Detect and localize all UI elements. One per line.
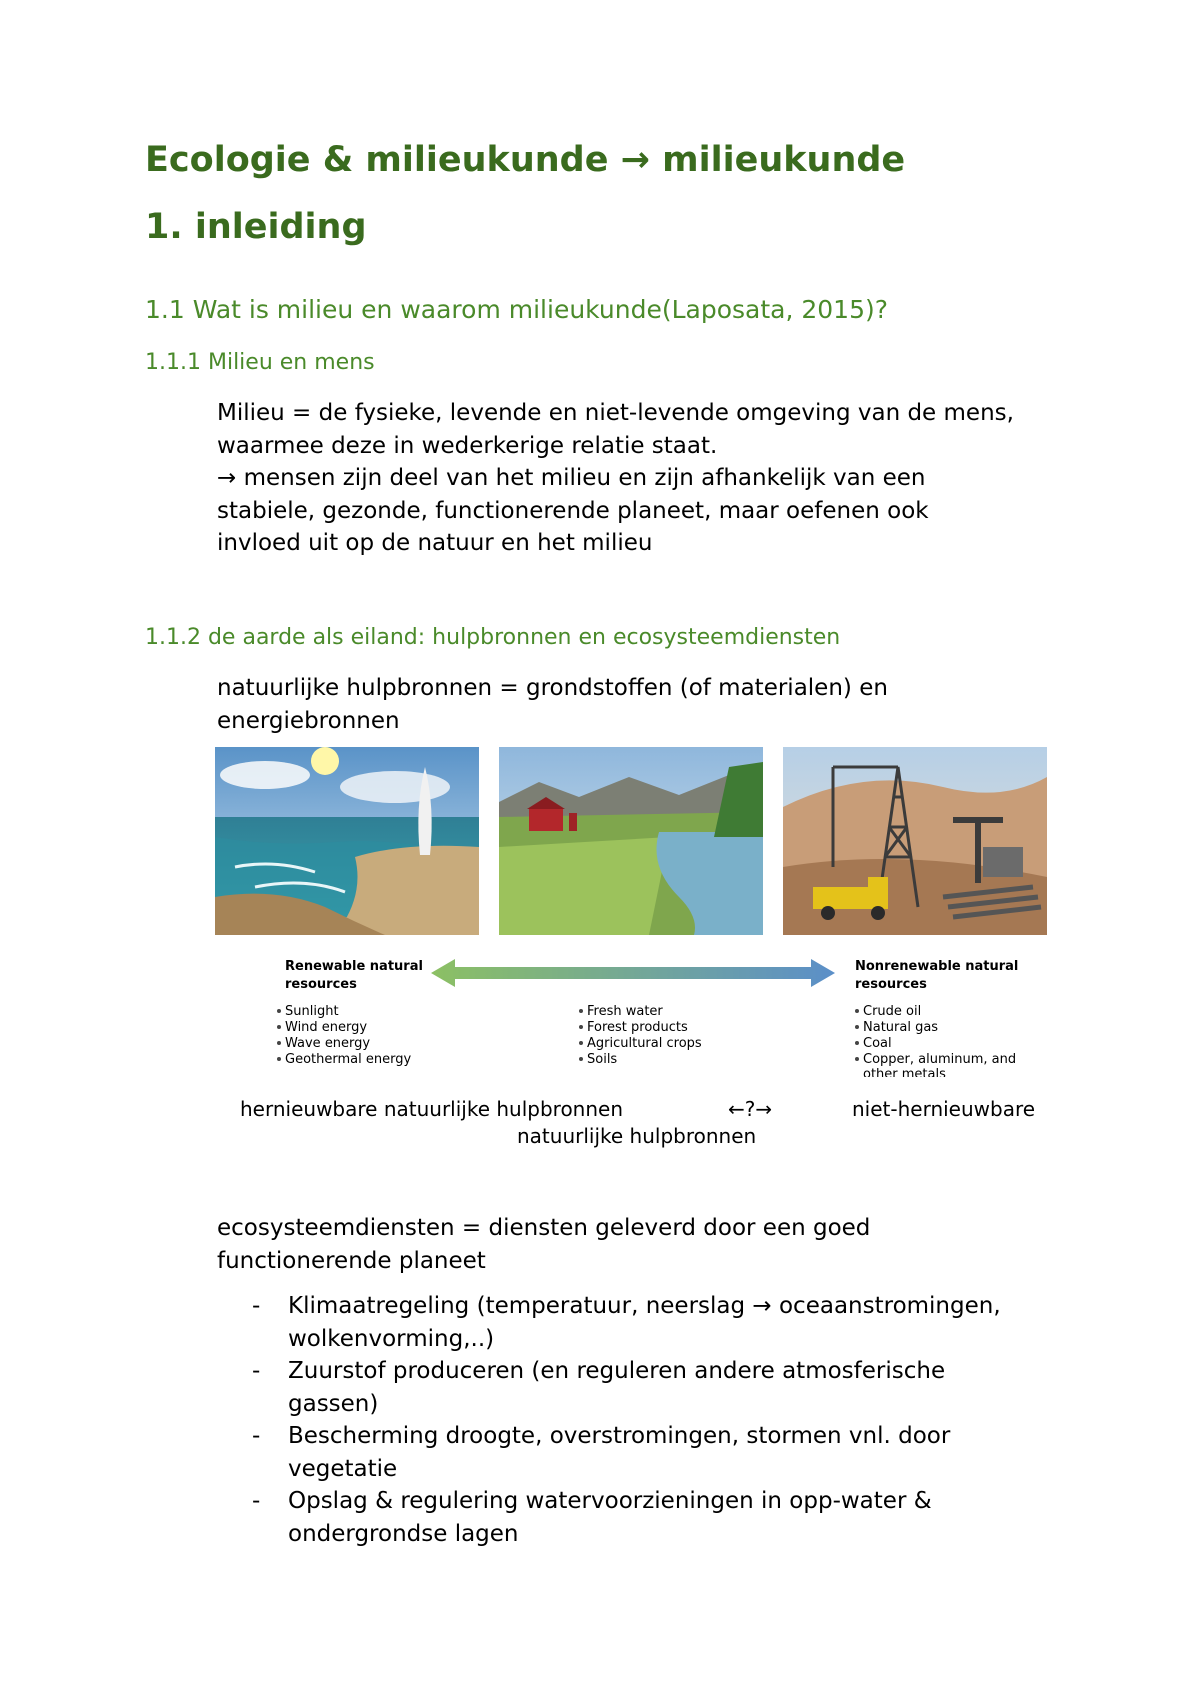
section-heading-1-1-2: 1.1.2 de aarde als eiland: hulpbronnen en ecosysteemdiensten bbox=[145, 625, 841, 650]
text-line: ecosysteemdiensten = diensten geleverd door een goed bbox=[217, 1215, 871, 1241]
renewable-item: Sunlight bbox=[285, 1004, 339, 1019]
list-item bbox=[252, 1290, 1001, 1355]
list-item-line: ondergrondse lagen bbox=[288, 1520, 519, 1547]
page-title: Ecologie & milieukunde → milieukunde bbox=[145, 140, 906, 180]
section-heading-1-1-1: 1.1.1 Milieu en mens bbox=[145, 350, 375, 375]
barn-icon bbox=[529, 809, 563, 831]
text-line: energiebronnen bbox=[217, 707, 400, 734]
nonrenewable-item: Crude oil bbox=[863, 1004, 922, 1019]
resources-figure bbox=[215, 747, 1051, 1077]
nonrenewable-title-line: Nonrenewable natural bbox=[855, 959, 1019, 974]
renewable-item: Wave energy bbox=[285, 1036, 371, 1051]
text-line: invloed uit op de natuur en het milieu bbox=[217, 530, 653, 556]
list-bullet: - bbox=[252, 1423, 261, 1449]
resources-illustration bbox=[215, 747, 1051, 1077]
text-line: stabiele, gezonde, functionerende planeet, maar oefenen ook bbox=[217, 497, 929, 524]
list-item bbox=[252, 1355, 1001, 1420]
caption-nonrenewable: niet-hernieuwbare bbox=[852, 1097, 1036, 1121]
caption-renewable: hernieuwbare natuurlijke hulpbronnen bbox=[240, 1097, 624, 1121]
nonrenewable-item: Natural gas bbox=[863, 1020, 939, 1035]
list-item bbox=[252, 1485, 1001, 1550]
middle-item: Forest products bbox=[587, 1020, 688, 1035]
middle-item: Agricultural crops bbox=[587, 1036, 702, 1051]
list-item-line: Opslag & regulering watervoorzieningen in opp-water & bbox=[288, 1488, 932, 1514]
resources-definition bbox=[217, 672, 888, 737]
text-line: Milieu = de fysieke, levende en niet-levende omgeving van de mens, bbox=[217, 400, 1014, 426]
nonrenewable-landscape-panel bbox=[783, 747, 1047, 935]
nonrenewable-title-line: resources bbox=[855, 977, 927, 992]
text-line: → mensen zijn deel van het milieu en zijn afhankelijk van een bbox=[217, 465, 926, 491]
caption-second-line: natuurlijke hulpbronnen bbox=[517, 1124, 757, 1148]
list-bullet: - bbox=[252, 1488, 261, 1514]
chapter-heading: 1. inleiding bbox=[145, 207, 367, 247]
caption-question-arrow: ←?→ bbox=[728, 1097, 773, 1121]
list-item-line: Zuurstof produceren (en reguleren andere atmosferische bbox=[288, 1358, 946, 1384]
renewable-title-line: resources bbox=[285, 977, 357, 992]
list-bullet: - bbox=[252, 1293, 261, 1319]
mixed-landscape-panel bbox=[499, 747, 763, 935]
renewable-landscape-panel bbox=[215, 747, 479, 935]
nonrenewable-item: Copper, aluminum, and bbox=[863, 1052, 1017, 1067]
ecosystem-definition bbox=[217, 1212, 870, 1277]
section-heading-1-1: 1.1 Wat is milieu en waarom milieukunde(Laposata, 2015)? bbox=[145, 295, 888, 324]
list-item-line: Bescherming droogte, overstromingen, stormen vnl. door bbox=[288, 1423, 951, 1449]
list-item bbox=[252, 1420, 1001, 1485]
renewable-item: Geothermal energy bbox=[285, 1052, 412, 1067]
renewable-title-line: Renewable natural bbox=[285, 959, 423, 974]
renewable-item: Wind energy bbox=[285, 1020, 368, 1035]
ecosystem-services-list bbox=[252, 1290, 1001, 1550]
list-item-line: Klimaatregeling (temperatuur, neerslag → oceaanstromingen, bbox=[288, 1293, 1001, 1319]
milieu-definition bbox=[217, 397, 1014, 560]
nonrenewable-item: Coal bbox=[863, 1036, 892, 1051]
list-item-line: gassen) bbox=[288, 1390, 379, 1417]
text-line: waarmee deze in wederkerige relatie staat. bbox=[217, 432, 718, 459]
list-item-line: vegetatie bbox=[288, 1455, 398, 1482]
middle-item: Fresh water bbox=[587, 1004, 663, 1019]
list-item-line: wolkenvorming,..) bbox=[288, 1325, 495, 1352]
text-line: natuurlijke hulpbronnen = grondstoffen (of materialen) en bbox=[217, 675, 888, 701]
nonrenewable-item: other metals bbox=[863, 1067, 946, 1077]
middle-item: Soils bbox=[587, 1052, 618, 1067]
list-bullet: - bbox=[252, 1358, 261, 1384]
sun-icon bbox=[311, 747, 339, 775]
text-line: functionerende planeet bbox=[217, 1247, 486, 1274]
